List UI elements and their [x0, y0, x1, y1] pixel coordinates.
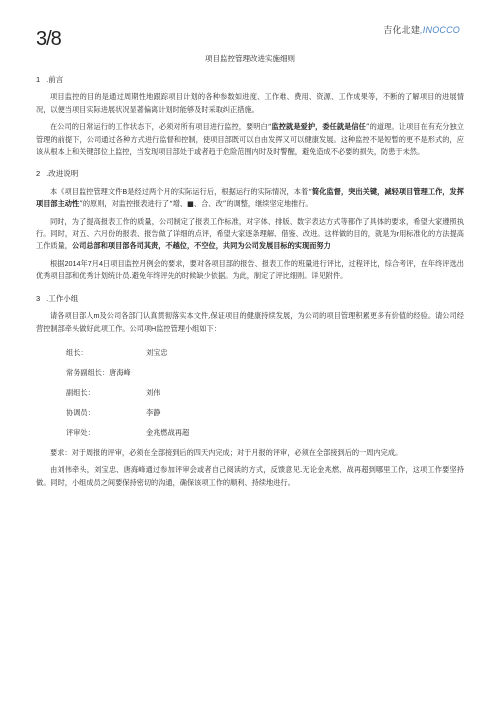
paragraph: 根据2014年7月4日项目监控月例会的要求，要对各项目部的报告、报表工作的班量进行评比，过程评比，综合考评，在年终评选出优秀项目部和优秀计划统计员.避免年终评先的时候缺少依据。为此，制定了评比细则。详见附件。: [36, 258, 464, 281]
company-logo: 吉化北建,INOCCO: [383, 25, 460, 35]
staff-row: 副组长： 刘伟: [66, 387, 161, 397]
section-heading-2: 2 .改进说明: [36, 169, 79, 179]
logo-en-text: INOCCO: [422, 25, 460, 35]
paragraph: 请各项目部人m及公司各部门认真贯彻落实本文件,保证项目的健康持续发展，为公司的项目管理积累更多有价值的经验。请公司经营控制部牵头做好此项工作。公司项H监控管理小组如下：: [36, 311, 464, 333]
document-body: [36, 74, 464, 494]
staff-row: 评审处： 金兆燃战再超: [66, 427, 190, 437]
staff-list: [36, 343, 464, 443]
paragraph: 本《项目监控管理文件B是经过两个月的实际运行后，根据运行的实际情况，本着“简化监督，突出关键，减轻项目管理工作，发挥项目部主动性”的原则，对监控报表进行了“增、■、合、改”的调整，继续坚定地推行。: [36, 186, 464, 209]
staff-row: 常务副组长： 唐海峰: [66, 367, 131, 377]
logo-cn-text: 吉化北建: [383, 25, 421, 35]
paragraph: 同时，为了提高报表工作的质量，公司制定了报表工作标准，对字体、排版、数字表达方式等都作了具体的要求，希望大家遵照执行。同时，对五、六月份的报表、报告做了详细的点评，希望大家逐条理解、借鉴、改进。这样做的目的，就是为r用标准化的方法提高工作质量，公司总部和项目部各司其责，不越位，不空位，共同为公司发展目标的实现而努力: [36, 216, 464, 251]
paragraph: 项目监控的目的是通过周期性地跟踪项目计划的各种参数如进度、工作难、费用、资源、工作成果等，不断的了解项目的进展情况，以便当项目实际进展状况显著偏离计划时能够及时采取纠正措施。: [36, 92, 464, 114]
staff-row: 协调员： 李静: [66, 407, 161, 417]
section-heading-3: 3 .工作小组: [36, 293, 79, 303]
paragraph: 在公司的日常运行的工作状态下，必须对所有项目进行监控，要明白“监控就是爱护，委任就是信任”的道理。让项目在有充分独立管理的前提下，公司通过各种方式进行监督和控制，使项目部既可以自由发挥又可以健康发展。这种监控不是短暂的更不是形式的，应该从根本上和关键部位上监控，当发现项目部处于或者趋于危险范围内时及时警醒，避免造成不必要的损失，防患于未然。: [36, 122, 464, 157]
section-heading-1: 1 .前言: [36, 75, 64, 84]
document-title: 项目监控管理改进实施细则: [205, 54, 295, 63]
staff-row: 组长： 刘宝忠: [66, 347, 168, 357]
page-number: 3/8: [36, 28, 61, 50]
paragraph: 由刘伟牵头，刘宝忠、唐海峰通过参加评审会或者自己阅读的方式，反馈意见.无论金兆燃、战再超到哪里工作，这项工作要坚持做。同时，小组成员之间要保持密切的沟通，确保该项工作的顺利、持续地进行。: [36, 465, 464, 487]
paragraph: 要求：对于周报的评审，必须在全部接到后的四天内完成；对于月报的评审，必须在全部接到后的一周内完成。: [50, 447, 403, 457]
